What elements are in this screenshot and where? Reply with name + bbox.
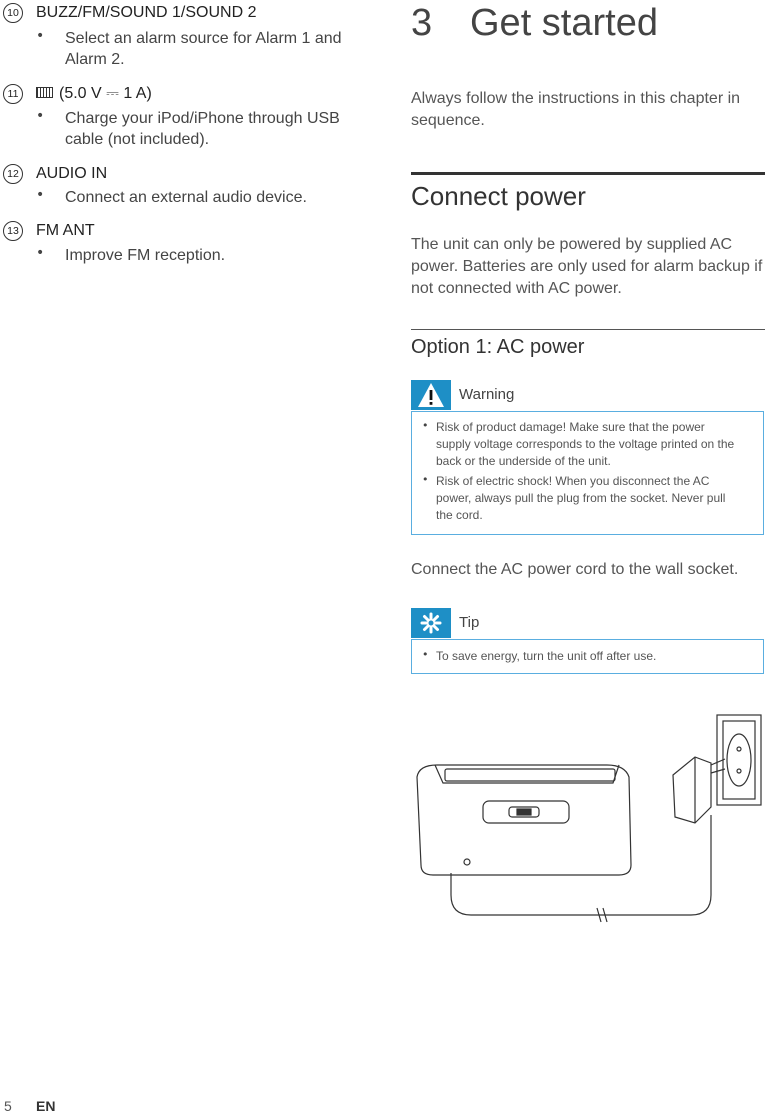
warning-label: Warning	[459, 386, 515, 403]
usb-rating: (5.0 V ⎓ 1 A)	[59, 85, 152, 102]
item-number: 10	[3, 3, 23, 23]
warning-icon	[411, 380, 451, 410]
item-text: Improve FM reception.	[65, 247, 226, 264]
connect-text: Connect the AC power cord to the wall socket.	[411, 561, 739, 578]
bullet-icon: •	[36, 245, 45, 261]
section-text: The unit can only be powered by supplied AC power. Batteries are only used for alarm backup if not connected with AC power.	[411, 236, 763, 297]
warning-box	[411, 411, 764, 535]
item-text: Charge your iPod/iPhone through USB cable (not included).	[65, 110, 340, 148]
bullet-icon: •	[36, 28, 45, 44]
section-divider	[411, 172, 765, 175]
item-heading: FM ANT	[36, 222, 95, 239]
item-number: 12	[3, 164, 23, 184]
item-number: 11	[3, 84, 23, 104]
tip-icon	[411, 608, 451, 638]
chapter-number: 3	[411, 2, 433, 44]
bullet-icon: •	[36, 187, 45, 203]
section-title: Connect power	[411, 181, 586, 211]
warning-item: Risk of product damage! Make sure that the power supply voltage corresponds to the voltage printed on the back or the underside of the unit.	[436, 420, 735, 468]
bullet-icon: •	[422, 648, 429, 661]
usb-icon	[36, 87, 53, 98]
subsection-divider	[411, 329, 765, 330]
power-connection-illustration	[405, 705, 765, 925]
subsection-title: Option 1: AC power	[411, 336, 585, 358]
intro-text: Always follow the instructions in this chapter in sequence.	[411, 90, 741, 129]
item-text: Select an alarm source for Alarm 1 and Alarm 2.	[65, 30, 342, 68]
item-text: Connect an external audio device.	[65, 189, 307, 206]
language-code: EN	[36, 1098, 56, 1114]
bullet-icon: •	[36, 108, 45, 124]
tip-item: To save energy, turn the unit off after use.	[436, 649, 657, 663]
bullet-icon: •	[422, 419, 429, 432]
item-heading: BUZZ/FM/SOUND 1/SOUND 2	[36, 4, 257, 21]
warning-item: Risk of electric shock! When you disconnect the AC power, always pull the plug from the socket. Never pull the cord.	[436, 474, 726, 522]
tip-label: Tip	[459, 614, 480, 631]
chapter-title: Get started	[470, 2, 658, 44]
page-number: 5	[4, 1098, 12, 1114]
bullet-icon: •	[422, 473, 429, 486]
item-heading-usb	[36, 84, 152, 104]
tip-box	[411, 639, 764, 674]
item-heading: AUDIO IN	[36, 165, 108, 182]
item-number: 13	[3, 221, 23, 241]
